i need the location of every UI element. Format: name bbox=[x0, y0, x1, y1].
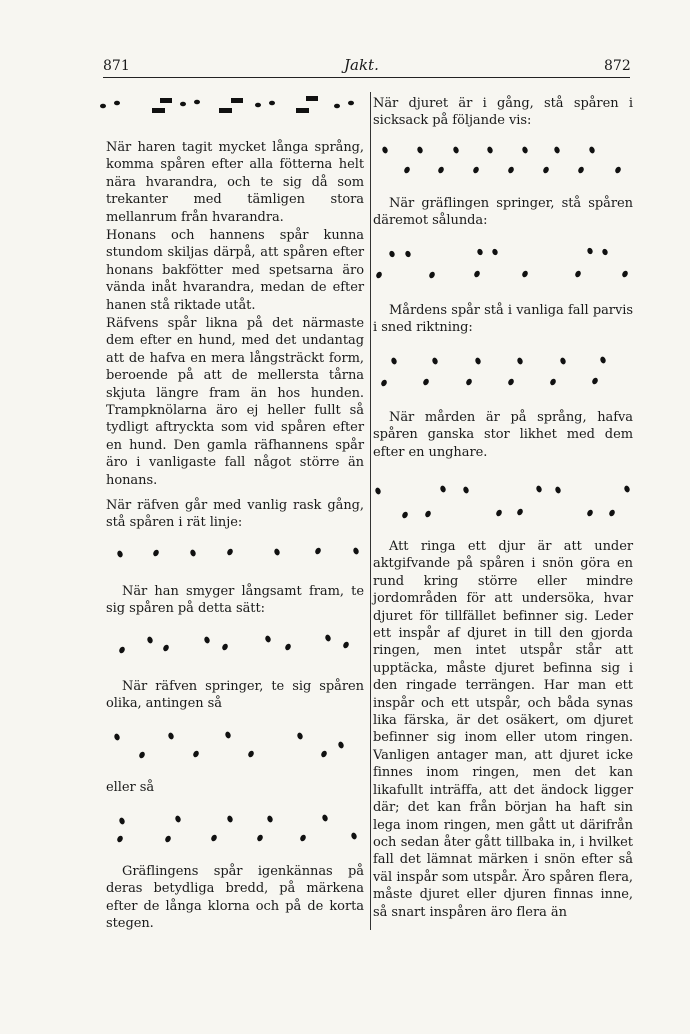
badger-run-track-mark bbox=[586, 247, 593, 255]
marten-pairs-track-mark bbox=[516, 357, 523, 365]
marten-pairs-track-mark bbox=[380, 379, 388, 387]
badger-zigzag-track-mark bbox=[577, 166, 585, 174]
badger-zigzag-track-mark bbox=[437, 166, 445, 174]
badger-run-track-mark bbox=[473, 270, 481, 278]
fox-sneak-track-mark bbox=[264, 635, 271, 643]
fox-walk-track bbox=[116, 547, 359, 558]
marten-leap-track-mark bbox=[535, 485, 542, 493]
marten-pairs-track-mark bbox=[591, 377, 599, 385]
hare-track-figure-mark bbox=[152, 108, 165, 113]
fox-walk-track-mark bbox=[226, 548, 234, 556]
marten-pairs-track-mark bbox=[390, 357, 397, 365]
badger-run-track-mark bbox=[375, 271, 383, 279]
fox-run-track-b-mark bbox=[321, 814, 328, 822]
paragraph-zigzag: När djuret är i gång, stå spåren i sicksack på följande vis: bbox=[373, 96, 633, 129]
badger-zigzag-track-mark bbox=[553, 146, 560, 154]
badger-zigzag-track-mark bbox=[614, 166, 622, 174]
fox-run-track-b-mark bbox=[174, 815, 181, 823]
marten-leap-track-mark bbox=[608, 509, 616, 517]
fox-sneak-track-mark bbox=[203, 636, 210, 644]
hare-track-figure-mark bbox=[231, 98, 243, 103]
hare-track-figure bbox=[100, 96, 354, 113]
marten-leap-track-mark bbox=[424, 510, 432, 518]
badger-zigzag-track-mark bbox=[416, 146, 423, 154]
fox-run-track-b-mark bbox=[226, 815, 233, 823]
hare-track-figure-mark bbox=[194, 100, 200, 105]
fox-run-track-a-mark bbox=[296, 732, 303, 740]
paragraph-badger-run: När gräflingen springer, stå spåren däremot sålunda: bbox=[373, 196, 633, 229]
hare-track-figure-mark bbox=[348, 101, 354, 106]
badger-run-track bbox=[375, 247, 629, 279]
hare-track-figure-mark bbox=[306, 96, 318, 101]
hare-track-figure-mark bbox=[296, 108, 309, 113]
marten-leap-track-mark bbox=[586, 509, 594, 517]
fox-sneak-track-mark bbox=[118, 646, 126, 654]
fox-walk-track-mark bbox=[152, 549, 160, 557]
marten-pairs-track-mark bbox=[507, 378, 515, 386]
paragraph-or-so: eller så bbox=[106, 780, 155, 795]
badger-run-track-mark bbox=[404, 250, 411, 258]
marten-leap-track-mark bbox=[462, 486, 469, 494]
hare-track-figure-mark bbox=[180, 102, 186, 107]
fox-run-track-a bbox=[113, 731, 344, 759]
marten-leap-track-mark bbox=[495, 509, 503, 517]
fox-sneak-track-mark bbox=[342, 641, 350, 649]
badger-zigzag-track-mark bbox=[486, 146, 493, 154]
fox-run-track-b-mark bbox=[116, 835, 124, 843]
hare-track-figure-mark bbox=[255, 103, 261, 108]
fox-run-track-b-mark bbox=[118, 817, 125, 825]
fox-run-track-b-mark bbox=[299, 834, 307, 842]
marten-leap-track bbox=[374, 485, 630, 519]
fox-run-track-b-mark bbox=[164, 835, 172, 843]
marten-pairs-track bbox=[380, 356, 607, 387]
fox-sneak-track-mark bbox=[324, 634, 331, 642]
marten-pairs-track-mark bbox=[559, 357, 566, 365]
paragraph-badger-tracks: Gräflingens spår igenkännas på deras betydliga bredd, på märkena efter de långa klorna och på de korta stegen. bbox=[106, 864, 364, 932]
fox-run-track-b-mark bbox=[266, 815, 273, 823]
fox-walk-track-mark bbox=[273, 548, 280, 556]
fox-run-track-a-mark bbox=[337, 741, 344, 749]
fox-sneak-track-mark bbox=[146, 636, 153, 644]
fox-run-track-b bbox=[116, 814, 358, 843]
marten-leap-track-mark bbox=[554, 486, 561, 494]
badger-zigzag-track-mark bbox=[588, 146, 595, 154]
running-title: Jakt. bbox=[344, 56, 379, 74]
badger-run-track-mark bbox=[621, 270, 629, 278]
badger-run-track-mark bbox=[476, 248, 483, 256]
paragraph-hare-sexes: Honans och hannens spår kunna stundom skiljas därpå, att spåren efter honans bakfötter med spetsarna äro vända inåt hvarandra, medan de efter hanen stå riktade utåt. bbox=[106, 228, 364, 313]
fox-run-track-a-mark bbox=[192, 750, 200, 758]
fox-sneak-track bbox=[118, 634, 350, 654]
marten-pairs-track-mark bbox=[549, 378, 557, 386]
fox-run-track-a-mark bbox=[113, 733, 120, 741]
badger-zigzag-track-mark bbox=[452, 146, 459, 154]
paragraph-marten-pairs: Mårdens spår stå i vanliga fall parvis i sned riktning: bbox=[373, 303, 633, 336]
fox-run-track-b-mark bbox=[210, 834, 218, 842]
paragraph-fox-sneak: När han smyger långsamt fram, te sig spåren på detta sätt: bbox=[106, 584, 364, 617]
right-page-number: 872 bbox=[604, 58, 631, 74]
fox-run-track-a-mark bbox=[320, 750, 328, 758]
fox-run-track-b-mark bbox=[256, 834, 264, 842]
badger-zigzag-track-mark bbox=[472, 166, 480, 174]
paragraph-hare-long-leaps: När haren tagit mycket långa språng, komma spåren efter alla fötterna helt nära hvarandra, och te sig då som trekanter med tämligen stora mellanrum från hvarandra. bbox=[106, 140, 364, 225]
marten-pairs-track-mark bbox=[465, 378, 473, 386]
paragraph-fox-walk: När räfven går med vanlig rask gång, stå spåren i rät linje: bbox=[106, 498, 364, 531]
fox-walk-track-mark bbox=[116, 550, 123, 558]
fox-run-track-a-mark bbox=[138, 751, 146, 759]
paragraph-fox-tracks: Räfvens spår likna på det närmaste dem efter en hund, med det undantag att de hafva en mera långsträckt form, beroende på att de mellersta tårna skjuta längre fram än hos hunden. Trampknölarna äro ej heller fullt så tydligt aftryckta som vid spåren efter en hund. Den gamla räfhannens spår äro i vanligaste fall något större än honans. bbox=[106, 316, 364, 488]
hare-track-figure-mark bbox=[219, 108, 232, 113]
fox-sneak-track-mark bbox=[221, 643, 229, 651]
marten-pairs-track-mark bbox=[474, 357, 481, 365]
fox-walk-track-mark bbox=[314, 547, 322, 555]
badger-run-track-mark bbox=[388, 250, 395, 258]
marten-pairs-track-mark bbox=[422, 378, 430, 386]
badger-run-track-mark bbox=[428, 271, 436, 279]
hare-track-figure-mark bbox=[100, 104, 106, 109]
hare-track-figure-mark bbox=[269, 101, 275, 106]
badger-run-track-mark bbox=[574, 270, 582, 278]
fox-sneak-track-mark bbox=[162, 644, 170, 652]
badger-run-track-mark bbox=[521, 270, 529, 278]
badger-zigzag-track-mark bbox=[403, 166, 411, 174]
fox-run-track-a-mark bbox=[247, 750, 255, 758]
marten-pairs-track-mark bbox=[599, 356, 606, 364]
fox-run-track-a-mark bbox=[224, 731, 231, 739]
fox-run-track-a-mark bbox=[167, 732, 174, 740]
badger-zigzag-track bbox=[381, 146, 622, 174]
badger-zigzag-track-mark bbox=[521, 146, 528, 154]
left-page-number: 871 bbox=[103, 58, 130, 74]
marten-pairs-track-mark bbox=[431, 357, 438, 365]
badger-zigzag-track-mark bbox=[381, 146, 388, 154]
marten-leap-track-mark bbox=[623, 485, 630, 493]
fox-walk-track-mark bbox=[352, 547, 359, 555]
badger-zigzag-track-mark bbox=[507, 166, 515, 174]
paragraph-ringing: Att ringa ett djur är att under aktgifvande på spåren i snön göra en rund kring större eller mindre jordområden för att undersöka, hvar djuret för tillfället befinner sig. Leder ett inspår af djuret in till den gjorda ringen, men intet utspår står att upptäcka, måste djuret befinna sig i den ringade terrängen. Har man ett inspår och ett utspår, och båda synas lika färska, är det osäkert, om djuret befinner sig inom eller utom ringen. Vanligen antager man, att djuret icke finnes inom ringen, men det kan likafullt inträffa, att det ändock ligger där; det kan från början ha haft sin lega inom ringen, men gått ut därifrån och sedan åter gått tillbaka in, i hvilket fall det lämnat märken i snön efter så väl inspår som utspår. Äro spåren flera, måste djuret eller djuren finnas inne, så snart inspåren äro flera än bbox=[373, 539, 633, 920]
hare-track-figure-mark bbox=[114, 101, 120, 106]
fox-run-track-b-mark bbox=[350, 832, 357, 840]
hare-track-figure-mark bbox=[334, 104, 340, 109]
fox-walk-track-mark bbox=[189, 549, 196, 557]
hare-track-figure-mark bbox=[160, 98, 172, 103]
marten-leap-track-mark bbox=[516, 508, 524, 516]
paragraph-marten-leap: När mården är på språng, hafva spåren ganska stor likhet med dem efter en unghare. bbox=[373, 410, 633, 460]
marten-leap-track-mark bbox=[439, 485, 446, 493]
paragraph-fox-run: När räfven springer, te sig spåren olika, antingen så bbox=[106, 679, 364, 712]
fox-sneak-track-mark bbox=[284, 643, 292, 651]
badger-zigzag-track-mark bbox=[542, 166, 550, 174]
badger-run-track-mark bbox=[491, 248, 498, 256]
badger-run-track-mark bbox=[601, 248, 608, 256]
marten-leap-track-mark bbox=[401, 511, 409, 519]
marten-leap-track-mark bbox=[374, 487, 381, 495]
